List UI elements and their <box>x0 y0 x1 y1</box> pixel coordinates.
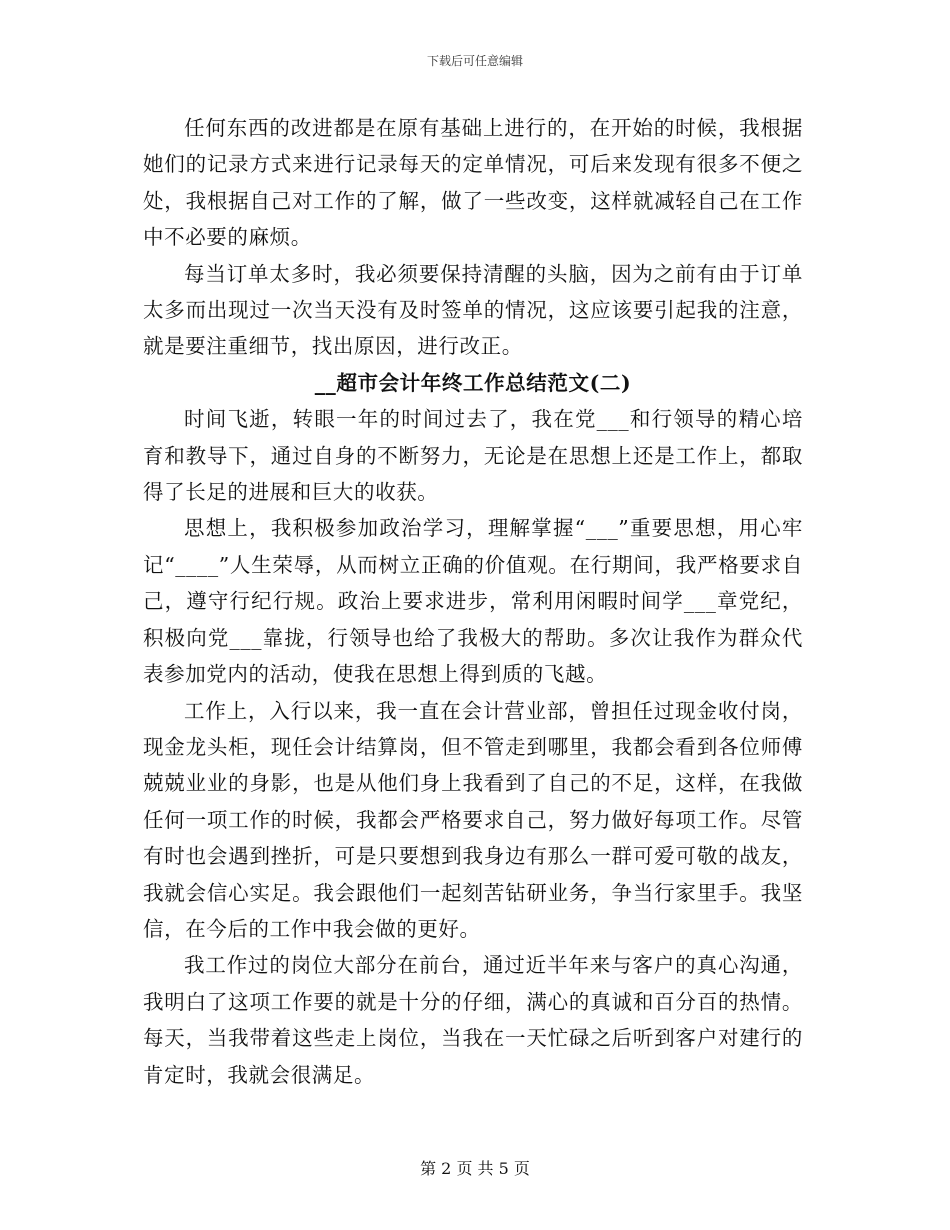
paragraph: 任何东西的改进都是在原有基础上进行的，在开始的时候，我根据她们的记录方式来进行记录每天的定单情况，可后来发现有很多不便之处，我根据自己对工作的了解，做了一些改变，这样就减轻自己在工作中不必要的麻烦。 <box>143 116 803 250</box>
paragraph: 工作上，入行以来，我一直在会计营业部，曾担任过现金收付岗，现金龙头柜，现任会计结算岗，但不管走到哪里，我都会看到各位师傅兢兢业业的身影，也是从他们身上我看到了自己的不足，这样，在我做任何一项工作的时候，我都会严格要求自己，努力做好每项工作。尽管有时也会遇到挫折，可是只要想到我身边有那么一群可爱可敬的战友，我就会信心实足。我会跟他们一起刻苦钻研业务，争当行家里手。我坚信，在今后的工作中我会做的更好。 <box>143 698 803 941</box>
section-title: __超市会计年终工作总结范文(二) <box>314 370 632 395</box>
page-indicator: 第 2 页 共 5 页 <box>420 1159 530 1178</box>
paragraph: 我工作过的岗位大部分在前台，通过近半年来与客户的真心沟通，我明白了这项工作要的就是十分的仔细，满心的真诚和百分百的热情。每天，当我带着这些走上岗位，当我在一天忙碌之后听到客户对建行的肯定时，我就会很满足。 <box>143 953 803 1087</box>
document-body <box>143 110 803 1093</box>
paragraph: 思想上，我积极参加政治学习，理解掌握“___”重要思想，用心牢记“____”人生荣辱，从而树立正确的价值观。在行期间，我严格要求自己，遵守行纪行规。政治上要求进步，常利用闲暇时间学___章党纪，积极向党___靠拢，行领导也给了我极大的帮助。多次让我作为群众代表参加党内的活动，使我在思想上得到质的飞越。 <box>143 516 803 687</box>
paragraph: 每当订单太多时，我必须要保持清醒的头脑，因为之前有由于订单太多而出现过一次当天没有及时签单的情况，这应该要引起我的注意，就是要注重细节，找出原因，进行改正。 <box>143 261 803 359</box>
header-note: 下载后可任意编辑 <box>426 54 523 68</box>
paragraph: 时间飞逝，转眼一年的时间过去了，我在党___和行领导的精心培育和教导下，通过自身的不断努力，无论是在思想上还是工作上，都取得了长足的进展和巨大的收获。 <box>143 407 803 505</box>
